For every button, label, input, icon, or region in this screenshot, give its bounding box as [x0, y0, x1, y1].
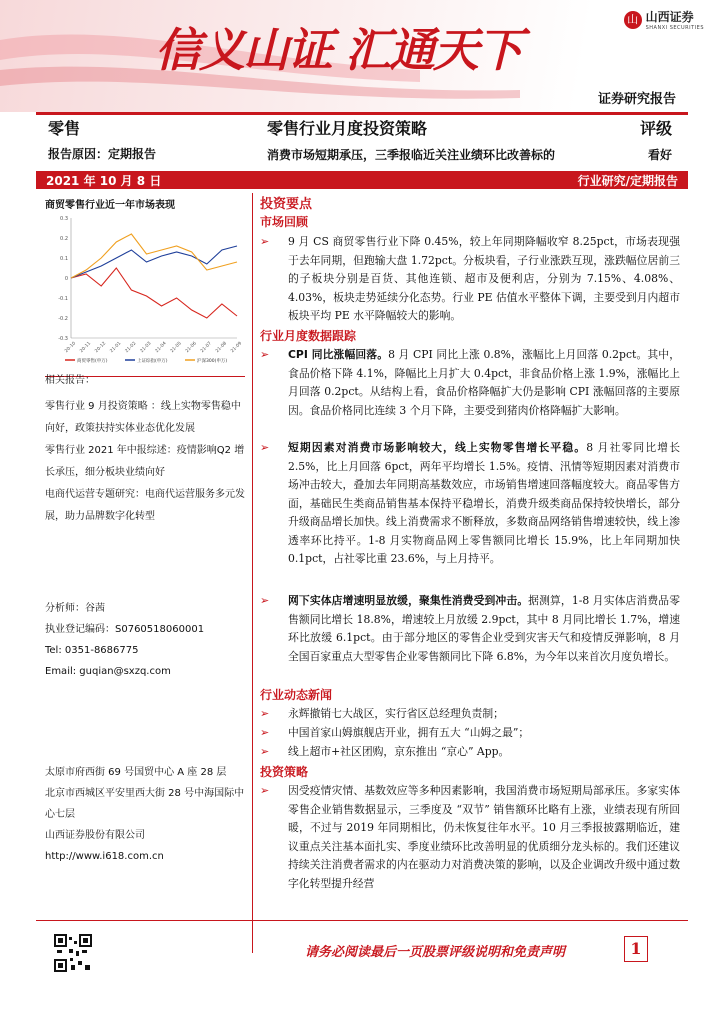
arrow-icon: ➢ — [260, 348, 270, 361]
logo-en: SHANXI SECURITIES — [645, 25, 704, 31]
address-beijing: 北京市西城区平安里西大街 28 号中海国际中心七层 — [45, 788, 245, 820]
arrow-icon: ➢ — [260, 235, 270, 248]
rating-value: 看好 — [648, 148, 673, 162]
market-performance-chart — [45, 210, 245, 375]
bullet-bold: 网下实体店增速明显放缓，聚集性消费受到冲击。 — [288, 594, 529, 607]
related-item-1[interactable]: 零售行业 9 月投资策略 ：线上实物零售稳中向好，政策扶持实体业态优化发展 — [45, 401, 241, 434]
legend-label: 上证综指(申万) — [137, 359, 168, 364]
arrow-icon: ➢ — [260, 441, 270, 454]
address-taiyuan: 太原市府西街 69 号国贸中心 A 座 28 层 — [45, 767, 227, 778]
report-title: 零售行业月度投资策略 — [267, 119, 428, 138]
x-tick-label: 21-03 — [139, 341, 153, 355]
report-subtitle: 消费市场短期承压，三季报临近关注业绩环比改善标的 — [267, 148, 556, 162]
bullet-offline — [260, 592, 680, 666]
bullet-text: 因受疫情灾情、基数效应等多种因素影响，我国消费市场短期局部承压。多家实体零售企业销售数据显示，三季度及 “双节” 销售额环比略有上涨，业绩表现有所回暖，不过与 2019 年同期相比，仍未恢复往年水平。10 月三季报披露期临近，建议重点关注基本面扎实、季度业绩环比改善明显的优质细分龙头标的。我们还建议持续关注消费者需求的内在驱动力对消费决策的影响，以及企业调改升级中通过数字化转型提升经营 — [288, 784, 680, 890]
y-tick-label: 0.1 — [60, 256, 68, 262]
bullet-market-review — [260, 233, 680, 326]
news-item-1 — [260, 705, 680, 724]
x-tick-label: 21-06 — [184, 341, 198, 355]
bullet-retail — [260, 439, 680, 569]
invest-title: 投资要点 — [260, 197, 313, 212]
series-line — [71, 268, 237, 318]
logo-mark-icon: 山 — [624, 11, 642, 29]
legend-label: 沪深300(申万) — [197, 359, 228, 364]
x-tick-label: 20-11 — [79, 341, 93, 355]
bullet-text: 9 月 CS 商贸零售行业下降 0.45%，较上年同期降幅收窄 8.25pct，市场表现强于去年同期，但跑输大盘 1.72pct。分板块看，子行业涨跌互现，涨跌幅位居前三的子板块分别是百货、其他连锁、超市及便利店，分别为 7.15%、4.08%、4.03%，板块走势延续分化态势。行业 PE 估值水平整体下调，主要受到月内超市板块平均 PE 水平降幅较大的影响。 — [288, 235, 680, 322]
bullet-text: 据测算，1-8 月实体店消费品零售额同比增长 18.8%，增速较上月放缓 2.9pct，其中 8 月同比增长 1.7%，增速环比放缓 6.1pct。由于部分地区的零售企业受到灾害天气和疫情反弹影响，8 月全国百家重点大型零售企业零售额同比下降 6.8%，为今年以来首次月度负增长。 — [288, 594, 680, 663]
column-divider — [252, 193, 253, 953]
section-news: 行业动态新闻 — [260, 688, 333, 702]
company-logo — [624, 8, 704, 31]
chart-title: 商贸零售行业近一年市场表现 — [45, 200, 175, 211]
analyst-license: 执业登记编码：S0760518060001 — [45, 624, 205, 635]
y-tick-label: 0 — [64, 276, 68, 282]
footer-rule — [36, 920, 688, 921]
arrow-icon: ➢ — [260, 745, 270, 758]
related-item-2[interactable]: 零售行业 2021 年中报综述：疫情影响Q2 增长承压，细分板块业绩向好 — [45, 445, 245, 478]
x-tick-label: 21-05 — [169, 341, 183, 355]
news-text: 永辉撤销七大战区，实行省区总经理负责制； — [288, 707, 504, 720]
related-reports — [45, 370, 245, 528]
news-text: 中国首家山姆旗舰店开业，拥有五大 “山姆之最”； — [288, 726, 530, 739]
page-number: 1 — [624, 936, 648, 962]
y-tick-label: 0.2 — [60, 236, 68, 242]
y-tick-label: -0.2 — [58, 316, 68, 322]
x-tick-label: 21-07 — [200, 341, 213, 355]
related-item-3[interactable]: 电商代运营专题研究：电商代运营服务多元发展，助力品牌数字化转型 — [45, 489, 245, 522]
industry-label: 零售 — [48, 119, 81, 138]
legend-label: 商贸零售(申万) — [77, 359, 108, 364]
report-series: 证券研究报告 — [597, 92, 676, 107]
x-tick-label: 21-04 — [154, 341, 168, 355]
arrow-icon: ➢ — [260, 784, 270, 797]
date-band — [36, 171, 688, 189]
arrow-icon: ➢ — [260, 707, 270, 720]
slogan: 信义山证 汇通天下 — [155, 23, 522, 77]
section-data-tracking: 行业月度数据跟踪 — [260, 329, 357, 343]
related-title: 相关报告： — [45, 375, 95, 386]
y-tick-label: 0.3 — [60, 216, 68, 222]
x-tick-label: 21-01 — [109, 341, 123, 355]
series-line — [71, 234, 237, 278]
analyst-name: 分析师：谷茜 — [45, 603, 105, 614]
analyst-tel: Tel: 0351-8686775 — [45, 645, 139, 656]
report-date: 2021 年 10 月 8 日 — [46, 174, 162, 188]
x-tick-label: 21-08 — [215, 341, 228, 355]
news-text: 线上超市+社区团购，京东推出 “京心” App。 — [288, 745, 510, 758]
x-tick-label: 21-09 — [230, 341, 244, 355]
x-tick-label: 20-10 — [64, 341, 78, 355]
company-address — [45, 762, 245, 867]
bullet-strategy — [260, 782, 680, 893]
rating-label: 评级 — [640, 119, 673, 138]
arrow-icon: ➢ — [260, 594, 270, 607]
company-name: 山西证券股份有限公司 — [45, 830, 145, 841]
bullet-bold: 短期因素对消费市场影响较大，线上实物零售增长平稳。 — [288, 441, 587, 454]
report-reason: 报告原因：定期报告 — [48, 147, 157, 161]
bullet-text: 8 月 CPI 同比上涨 0.8%，涨幅比上月回落 0.2pct。其中，食品价格下降 4.1%，降幅比上月扩大 0.4pct，非食品价格上涨 1.9%，涨幅比上月回落 0.2pct。从结构上看，食品价格降幅扩大仍是影响 CPI 涨幅回落的主要原因。食品价格同比连续 3 个月下降，主要受到猪肉价格降幅扩大影响。 — [288, 348, 680, 417]
bullet-cpi — [260, 346, 680, 420]
title-rule-top — [36, 112, 688, 115]
bullet-bold: CPI 同比涨幅回落。 — [288, 348, 389, 361]
arrow-icon: ➢ — [260, 726, 270, 739]
bullet-text: 8 月社零同比增长 2.5%，比上月回落 6pct，两年平均增长 1.5%。疫情、汛情等短期因素对消费市场冲击较大，叠加去年同期高基数效应，市场销售增速回落幅度较大。商品零售方面，基础民生类商品销售基本保持平稳增长，消费升级类商品保持较快增长，部分升级商品增长加快。线上消费需求不断释放，多数商品网络销售增速较快，线上渗透率环比持平。1-8 月实物商品网上零售额同比增长 15.9%，比上年同期加快 0.1pct，占社零比重 23.6%，与上月持平。 — [288, 441, 680, 565]
section-market-review: 市场回顾 — [260, 215, 309, 229]
qr-code-icon[interactable] — [54, 934, 92, 972]
x-tick-label: 21-02 — [124, 341, 138, 355]
disclaimer-notice: 请务必阅读最后一页股票评级说明和免责声明 — [305, 945, 566, 960]
y-tick-label: -0.3 — [58, 336, 68, 342]
news-item-3 — [260, 743, 680, 762]
analyst-email[interactable]: Email: guqian@sxzq.com — [45, 666, 171, 677]
y-tick-label: -0.1 — [58, 296, 68, 302]
section-strategy: 投资策略 — [260, 765, 309, 779]
report-category: 行业研究/定期报告 — [577, 174, 678, 188]
company-website[interactable]: http://www.i618.com.cn — [45, 851, 164, 862]
analyst-info — [45, 598, 250, 682]
x-tick-label: 20-12 — [94, 341, 108, 355]
logo-cn: 山西证券 — [645, 10, 694, 24]
news-item-2 — [260, 724, 680, 743]
